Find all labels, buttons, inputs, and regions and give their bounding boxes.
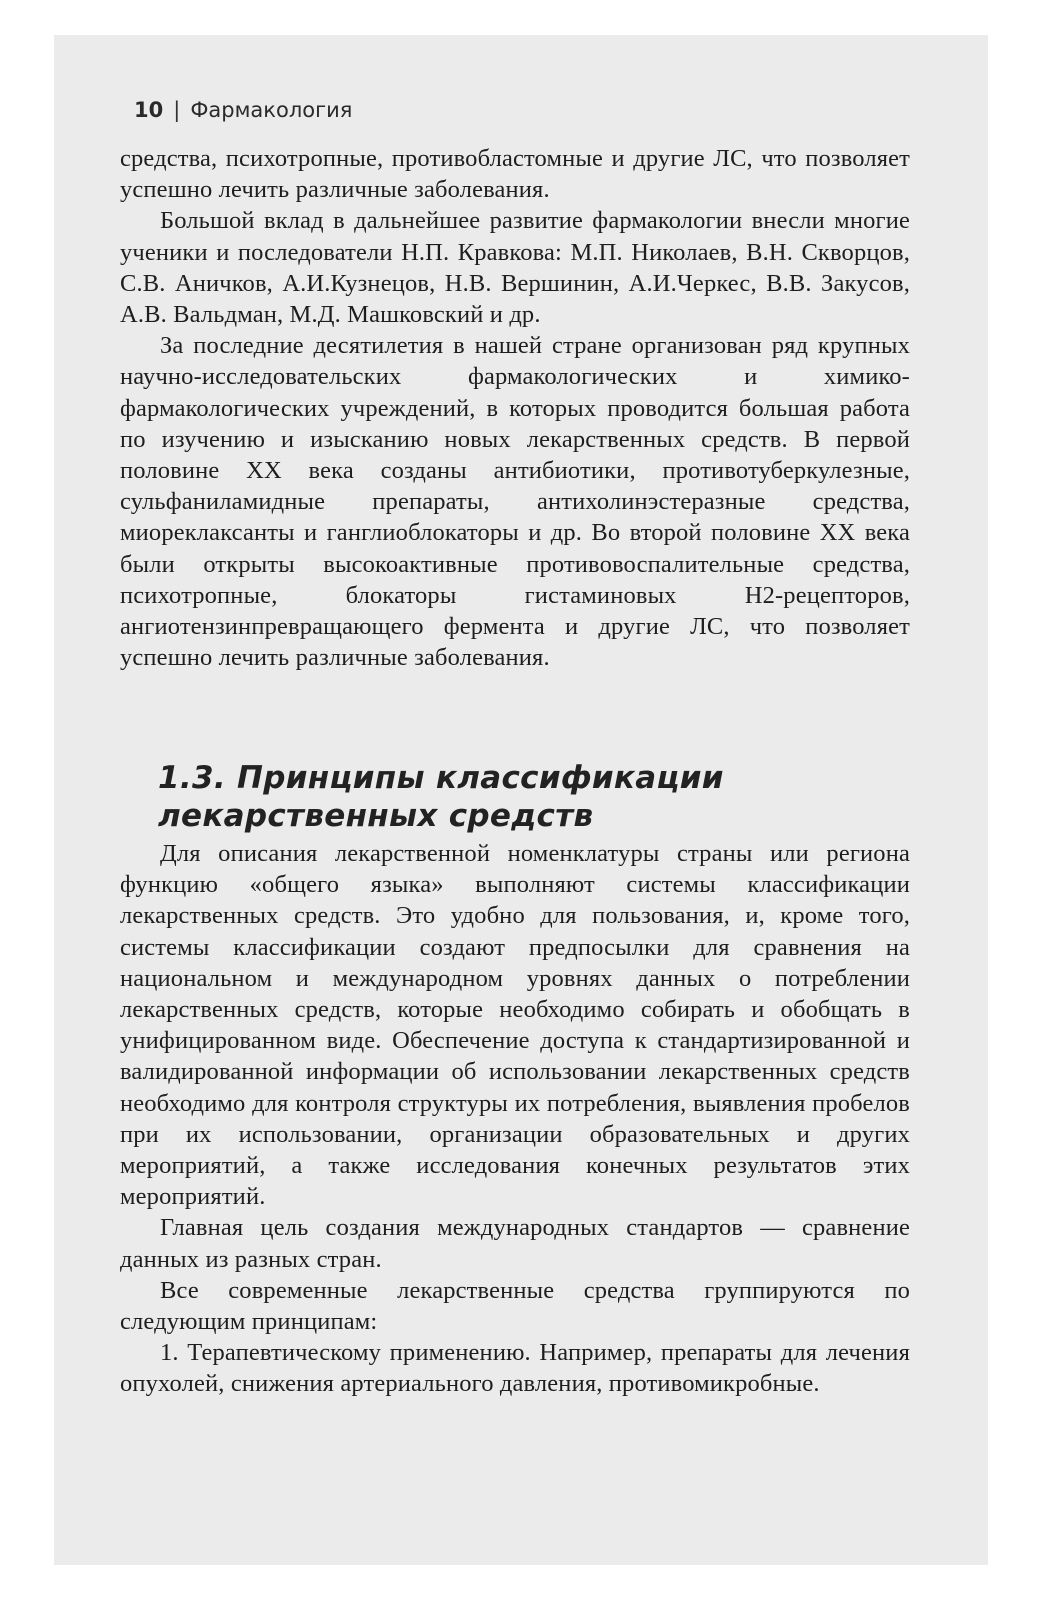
section-heading-line-1: 1.3. Принципы классификации [158,760,724,796]
header-separator: | [173,98,181,122]
section-heading-line-2: лекарственных средств [158,798,594,834]
paragraph-main-goal: Главная цель создания международных стандартов — сравнение данных из разных стран. [120,1214,910,1273]
running-title: Фармакология [190,98,353,122]
paragraph-continuation: средства, психотропные, противобластомные и другие ЛС, что позволяет успешно лечить различные заболевания. [120,145,910,204]
book-page [54,35,988,1565]
running-header [134,97,352,123]
list-item-1: 1. Терапевтическому применению. Например, препараты для лечения опухолей, снижения артериального давления, противомикробные. [120,1339,910,1398]
section-heading [158,759,918,835]
text-block-classification [120,838,910,1400]
page-number: 10 [134,98,164,122]
paragraph-principles-intro: Все современные лекарственные средства группируются по следующим принципам: [120,1276,910,1336]
paragraph-recent-decades: За последние десятилетия в нашей стране организован ряд крупных научно-исследовательских фармакологических и химико-фармакологических учреждений, в которых проводится большая работа по изучению и изысканию новых лекарственных средств. В первой половине XX века созданы антибиотики, противотуберкулезные, сульфаниламидные препараты, антихолинэстеразные средства, миореклаксанты и ганглиоблокаторы и др. Во второй половине XX века были открыты высокоактивные противовоспалительные средства, психотропные, блокаторы гистаминовых Н2-рецепторов, ангиотензинпревращающего фермента и другие ЛС, что позволяет успешно лечить различные заболевания. [120,332,910,672]
text-block-intro [120,143,910,673]
paragraph-common-language: Для описания лекарственной номенклатуры страны или региона функцию «общего языка» выполняют системы классификации лекарственных средств. Это удобно для пользования, и, кроме того, системы классификации создают предпосылки для сравнения на национальном и международном уровнях данных о потреблении лекарственных средств, которые необходимо собирать и обобщать в унифицированном виде. Обеспечение доступа к стандартизированной и валидированной информации об использовании лекарственных средств необходимо для контроля структуры их потребления, выявления пробелов при их использовании, организации образовательных и других мероприятий, а также исследования конечных результатов этих мероприятий. [120,840,910,1211]
paragraph-students: Большой вклад в дальнейшее развитие фармакологии внесли многие ученики и последователи Н.П. Кравкова: М.П. Николаев, В.Н. Скворцов, С.В. Аничков, А.И.Кузнецов, Н.В. Вершинин, А.И.Черкес, В.В. Закусов, А.В. Вальдман, М.Д. Машковский и др. [120,207,910,329]
